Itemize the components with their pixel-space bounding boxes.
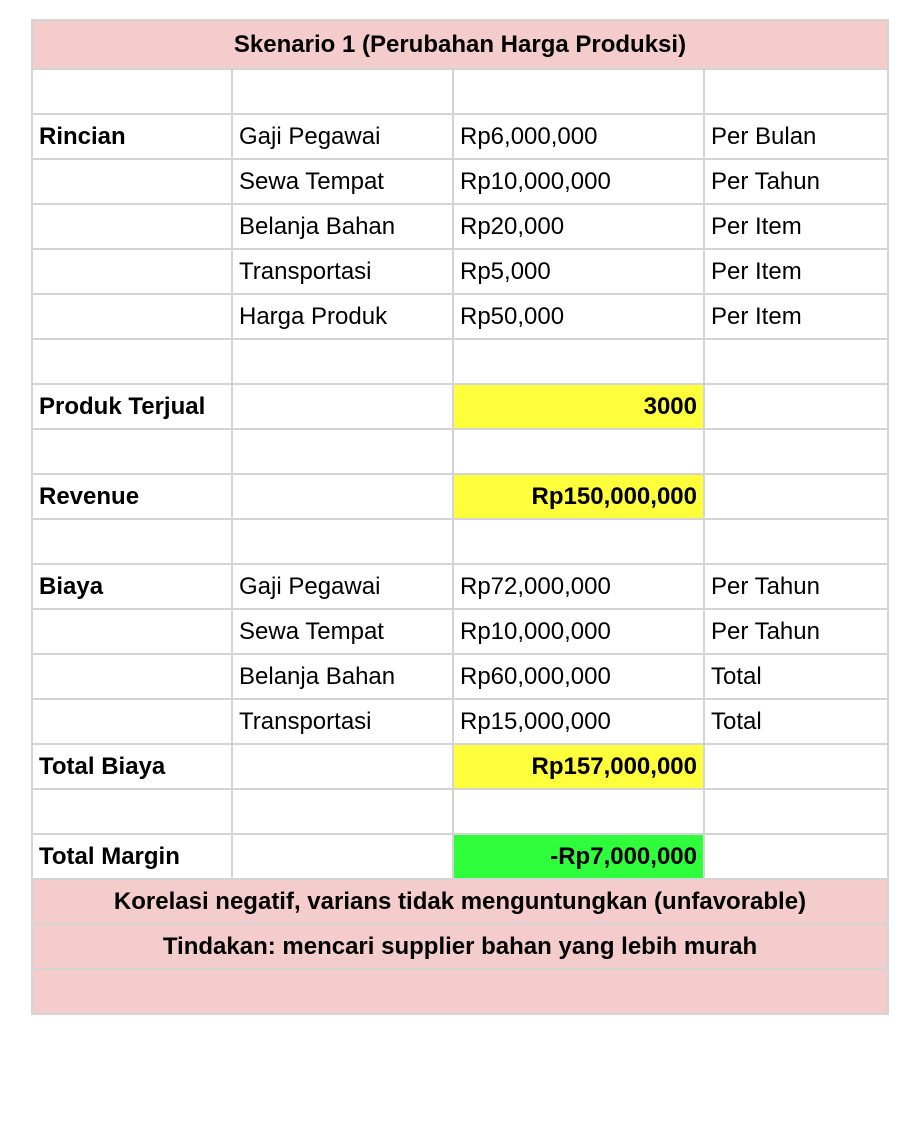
empty-row — [32, 69, 888, 114]
cell[interactable] — [232, 339, 453, 384]
rincian-unit[interactable]: Per Bulan — [704, 114, 888, 159]
biaya-item[interactable]: Belanja Bahan — [232, 654, 453, 699]
biaya-unit[interactable]: Total — [704, 654, 888, 699]
cell[interactable] — [32, 609, 232, 654]
total-biaya-value[interactable]: Rp157,000,000 — [453, 744, 704, 789]
biaya-value[interactable]: Rp15,000,000 — [453, 699, 704, 744]
cell[interactable] — [32, 519, 232, 564]
rincian-row — [32, 159, 888, 204]
rincian-item[interactable]: Transportasi — [232, 249, 453, 294]
rincian-value[interactable]: Rp50,000 — [453, 294, 704, 339]
empty-row — [32, 519, 888, 564]
rincian-item[interactable]: Gaji Pegawai — [232, 114, 453, 159]
rincian-value[interactable]: Rp10,000,000 — [453, 159, 704, 204]
cell[interactable] — [32, 429, 232, 474]
rincian-item[interactable]: Sewa Tempat — [232, 159, 453, 204]
empty-pink-row — [32, 969, 888, 1014]
total-biaya-row — [32, 744, 888, 789]
cell[interactable] — [32, 159, 232, 204]
cell[interactable] — [453, 339, 704, 384]
rincian-row — [32, 294, 888, 339]
cell[interactable] — [32, 294, 232, 339]
cell[interactable] — [232, 429, 453, 474]
biaya-row — [32, 654, 888, 699]
total-biaya-label[interactable]: Total Biaya — [32, 744, 232, 789]
cell[interactable] — [32, 339, 232, 384]
cell[interactable] — [32, 204, 232, 249]
total-margin-row — [32, 834, 888, 879]
cell[interactable] — [232, 69, 453, 114]
empty-row — [32, 339, 888, 384]
cell[interactable] — [32, 789, 232, 834]
cell[interactable] — [704, 744, 888, 789]
cell[interactable] — [704, 474, 888, 519]
empty-row — [32, 789, 888, 834]
cell[interactable] — [232, 384, 453, 429]
cell[interactable] — [232, 474, 453, 519]
biaya-unit[interactable]: Per Tahun — [704, 564, 888, 609]
cell[interactable] — [32, 969, 888, 1014]
rincian-unit[interactable]: Per Item — [704, 249, 888, 294]
empty-row — [32, 429, 888, 474]
produk-terjual-row — [32, 384, 888, 429]
revenue-value[interactable]: Rp150,000,000 — [453, 474, 704, 519]
biaya-row — [32, 564, 888, 609]
revenue-row — [32, 474, 888, 519]
biaya-row — [32, 699, 888, 744]
produk-terjual-value[interactable]: 3000 — [453, 384, 704, 429]
cell[interactable] — [453, 789, 704, 834]
title-row — [32, 20, 888, 69]
cell[interactable] — [453, 69, 704, 114]
rincian-item[interactable]: Harga Produk — [232, 294, 453, 339]
biaya-unit[interactable]: Total — [704, 699, 888, 744]
cell[interactable] — [453, 519, 704, 564]
cell[interactable] — [704, 429, 888, 474]
cell[interactable] — [232, 744, 453, 789]
biaya-row — [32, 609, 888, 654]
produk-terjual-label[interactable]: Produk Terjual — [32, 384, 232, 429]
biaya-label[interactable]: Biaya — [32, 564, 232, 609]
cell[interactable] — [704, 789, 888, 834]
cell[interactable] — [704, 339, 888, 384]
rincian-unit[interactable]: Per Item — [704, 294, 888, 339]
cell[interactable] — [32, 249, 232, 294]
biaya-unit[interactable]: Per Tahun — [704, 609, 888, 654]
rincian-row — [32, 249, 888, 294]
rincian-value[interactable]: Rp20,000 — [453, 204, 704, 249]
biaya-item[interactable]: Gaji Pegawai — [232, 564, 453, 609]
cell[interactable] — [232, 519, 453, 564]
biaya-value[interactable]: Rp72,000,000 — [453, 564, 704, 609]
cell[interactable] — [32, 654, 232, 699]
rincian-value[interactable]: Rp6,000,000 — [453, 114, 704, 159]
cell[interactable] — [704, 384, 888, 429]
revenue-label[interactable]: Revenue — [32, 474, 232, 519]
biaya-value[interactable]: Rp60,000,000 — [453, 654, 704, 699]
rincian-label[interactable]: Rincian — [32, 114, 232, 159]
cell[interactable] — [32, 699, 232, 744]
biaya-value[interactable]: Rp10,000,000 — [453, 609, 704, 654]
cell[interactable] — [453, 429, 704, 474]
tindakan-row — [32, 924, 888, 969]
cell[interactable] — [232, 834, 453, 879]
korelasi-row — [32, 879, 888, 924]
total-margin-label[interactable]: Total Margin — [32, 834, 232, 879]
cell[interactable] — [704, 519, 888, 564]
biaya-item[interactable]: Transportasi — [232, 699, 453, 744]
rincian-unit[interactable]: Per Tahun — [704, 159, 888, 204]
korelasi-note[interactable]: Korelasi negatif, varians tidak menguntungkan (unfavorable) — [32, 879, 888, 924]
total-margin-value[interactable]: -Rp7,000,000 — [453, 834, 704, 879]
tindakan-note[interactable]: Tindakan: mencari supplier bahan yang lebih murah — [32, 924, 888, 969]
rincian-unit[interactable]: Per Item — [704, 204, 888, 249]
sheet-title[interactable]: Skenario 1 (Perubahan Harga Produksi) — [32, 20, 888, 69]
cell[interactable] — [32, 69, 232, 114]
rincian-value[interactable]: Rp5,000 — [453, 249, 704, 294]
rincian-row — [32, 204, 888, 249]
cell[interactable] — [704, 834, 888, 879]
biaya-item[interactable]: Sewa Tempat — [232, 609, 453, 654]
scenario-table — [31, 19, 889, 1015]
rincian-item[interactable]: Belanja Bahan — [232, 204, 453, 249]
cell[interactable] — [232, 789, 453, 834]
cell[interactable] — [704, 69, 888, 114]
rincian-row — [32, 114, 888, 159]
